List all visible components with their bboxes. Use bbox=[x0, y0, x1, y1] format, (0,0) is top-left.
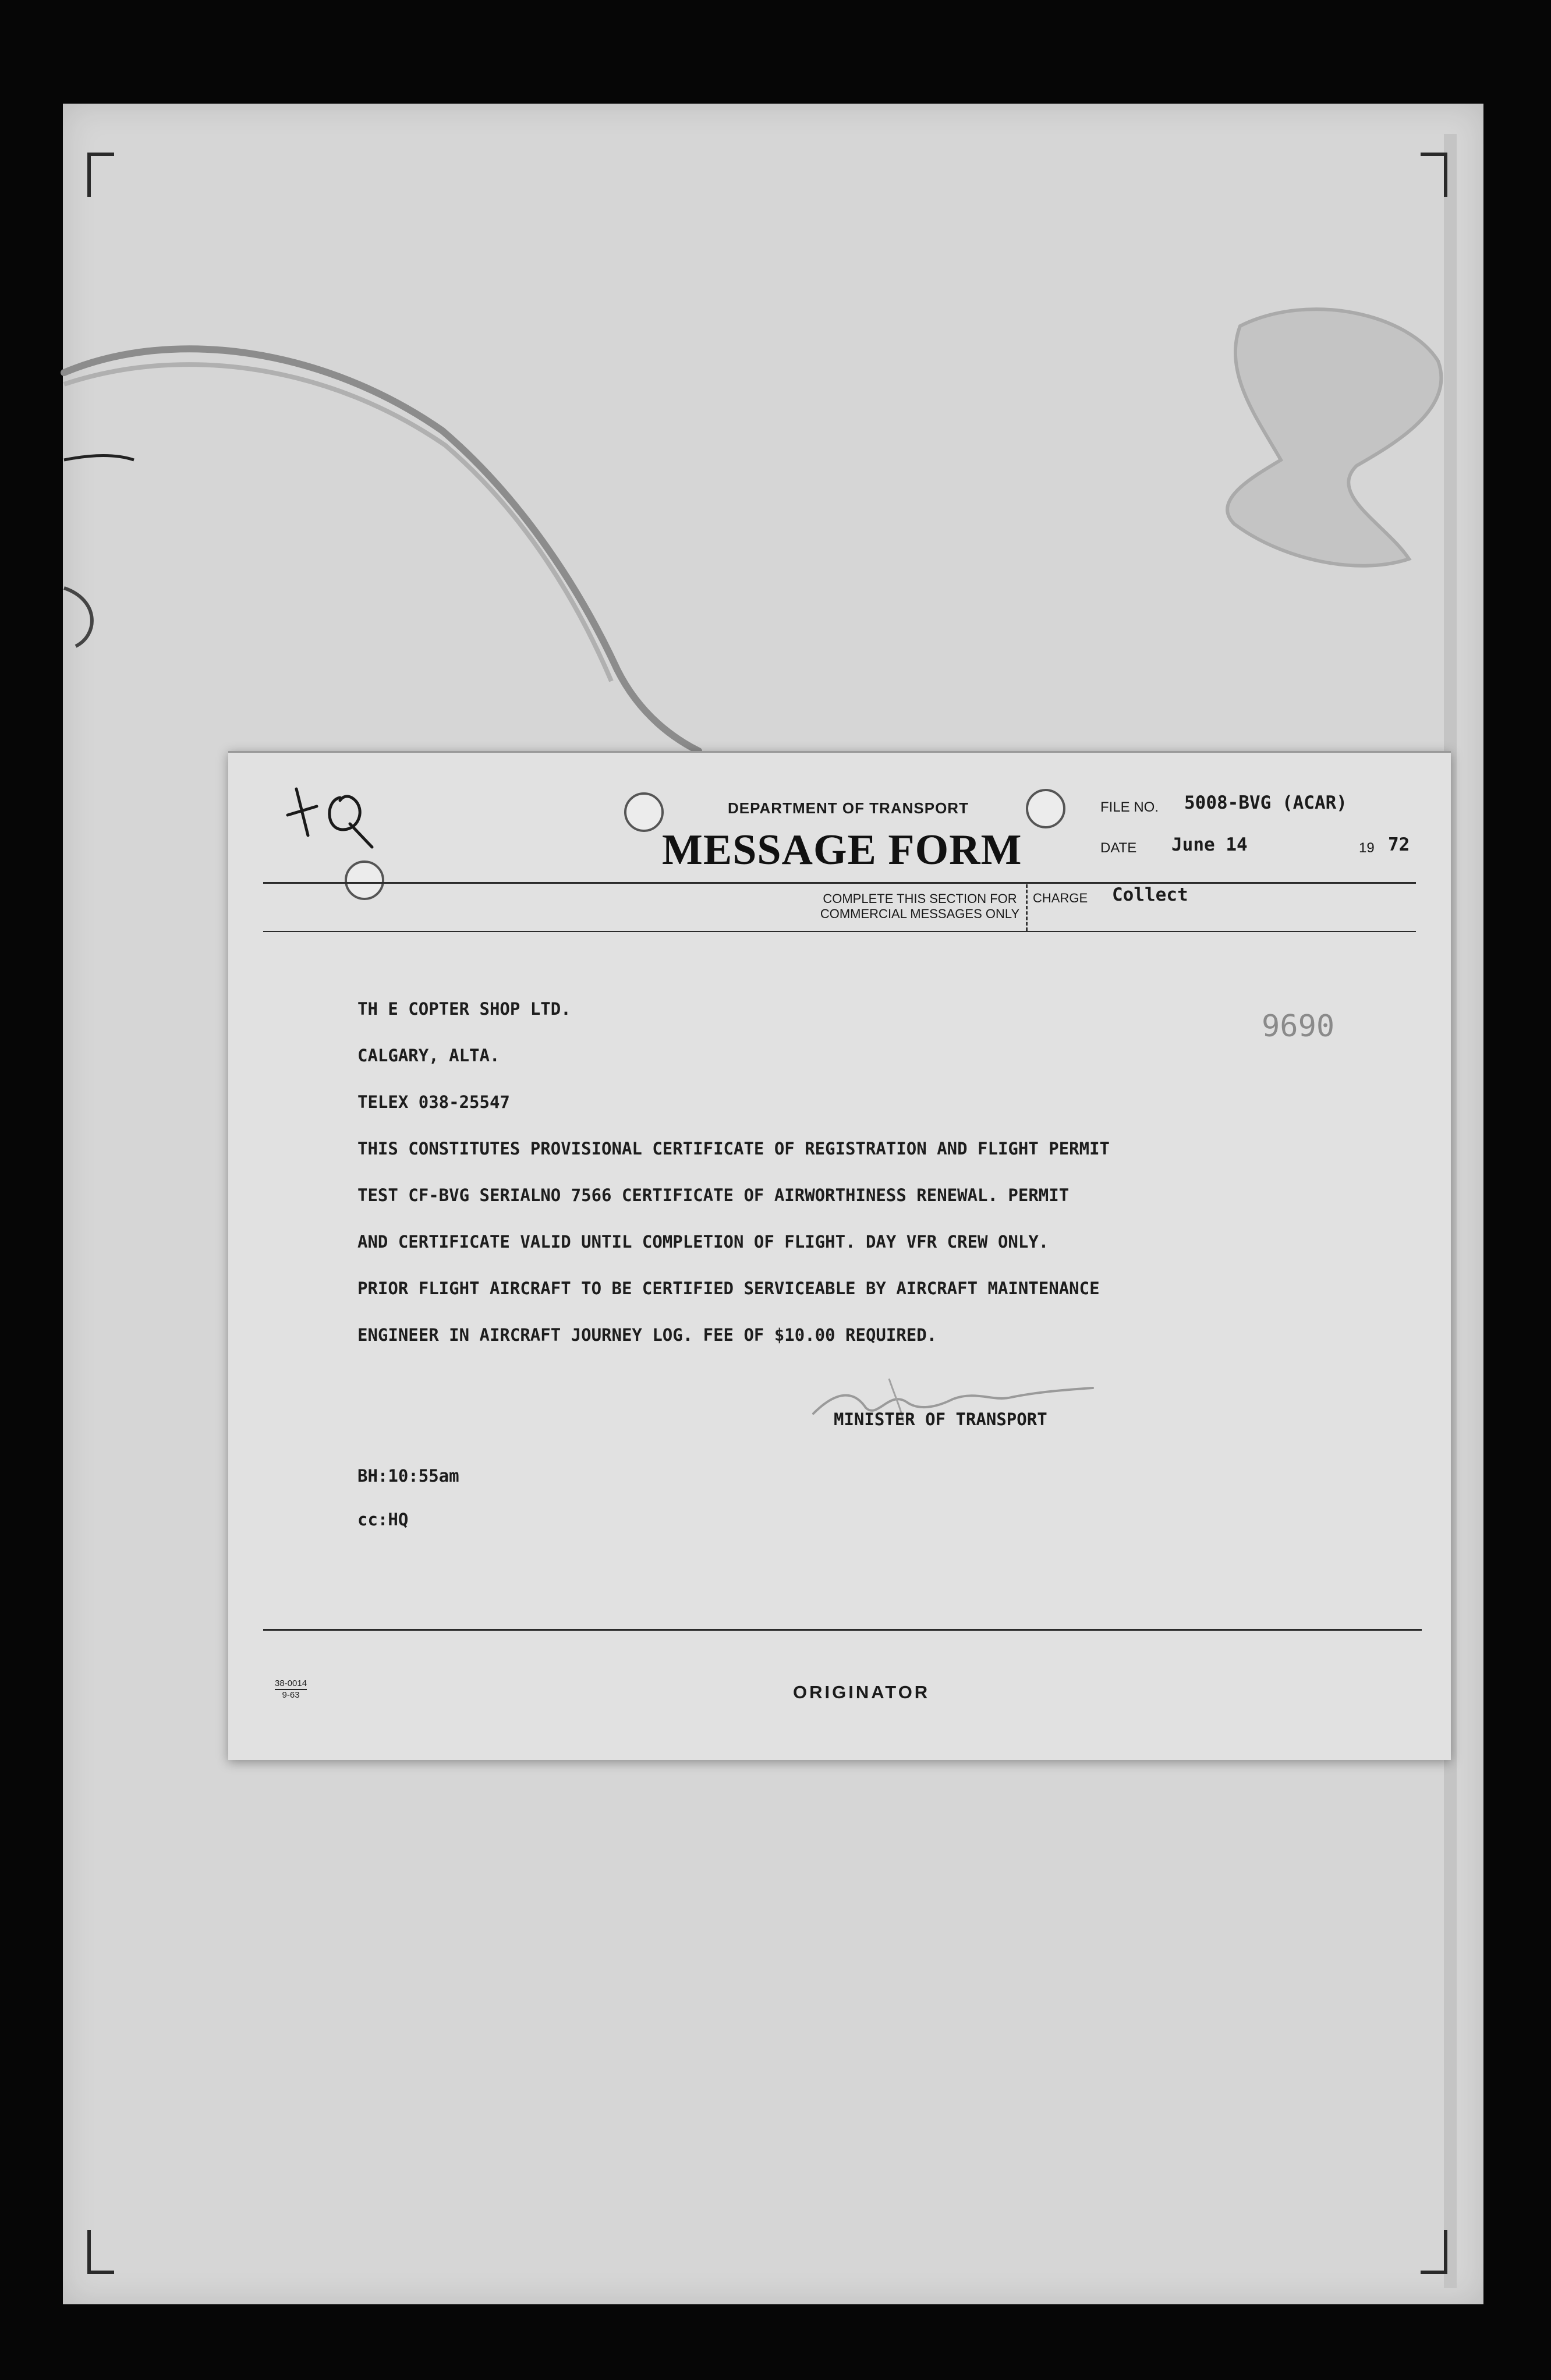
cc-line: cc:HQ bbox=[357, 1510, 409, 1529]
message-line: TELEX 038-25547 bbox=[357, 1092, 510, 1112]
commercial-section-note bbox=[763, 891, 1077, 922]
message-line: CALGARY, ALTA. bbox=[357, 1046, 500, 1065]
commercial-note-line: COMMERCIAL MESSAGES ONLY bbox=[820, 906, 1020, 921]
department-heading: DEPARTMENT OF TRANSPORT bbox=[728, 799, 969, 817]
crop-mark-top-right bbox=[1421, 153, 1447, 197]
section-rule bbox=[263, 931, 1416, 932]
punch-hole bbox=[345, 860, 384, 900]
commercial-note-line: COMPLETE THIS SECTION FOR bbox=[823, 891, 1017, 906]
crop-mark-bottom-right bbox=[1421, 2230, 1447, 2274]
file-no-value: 5008-BVG (ACAR) bbox=[1184, 792, 1347, 813]
year-prefix: 19 bbox=[1359, 840, 1375, 856]
crop-mark-top-left bbox=[87, 153, 114, 197]
crop-mark-bottom-left bbox=[87, 2230, 114, 2274]
message-line: TH E COPTER SHOP LTD. bbox=[357, 999, 571, 1019]
charge-value: Collect bbox=[1112, 884, 1188, 905]
message-line: TEST CF-BVG SERIALNO 7566 CERTIFICATE OF AIRWORTHINESS RENEWAL. PERMIT bbox=[357, 1185, 1070, 1205]
signatory: MINISTER OF TRANSPORT bbox=[834, 1409, 1047, 1429]
message-line: AND CERTIFICATE VALID UNTIL COMPLETION OF FLIGHT. DAY VFR CREW ONLY. bbox=[357, 1232, 1049, 1252]
date-label: DATE bbox=[1100, 840, 1137, 856]
stamp-number: 9690 bbox=[1262, 1009, 1335, 1044]
form-code-revision: 9-63 bbox=[282, 1690, 300, 1700]
reference-line: BH:10:55am bbox=[357, 1466, 459, 1486]
message-body bbox=[357, 986, 1110, 1358]
section-divider bbox=[1026, 884, 1028, 931]
charge-label: CHARGE bbox=[1033, 891, 1088, 905]
message-form bbox=[228, 751, 1451, 1760]
message-line: THIS CONSTITUTES PROVISIONAL CERTIFICATE OF REGISTRATION AND FLIGHT PERMIT bbox=[357, 1139, 1110, 1159]
form-code-number: 38-0014 bbox=[275, 1678, 307, 1690]
originator-label: ORIGINATOR bbox=[793, 1682, 930, 1702]
handwritten-hq-mark bbox=[285, 766, 389, 853]
form-title: MESSAGE FORM bbox=[662, 826, 1022, 874]
message-line: ENGINEER IN AIRCRAFT JOURNEY LOG. FEE OF $10.00 REQUIRED. bbox=[357, 1325, 937, 1345]
header-rule bbox=[263, 882, 1416, 884]
footer-rule bbox=[263, 1629, 1422, 1631]
message-line: PRIOR FLIGHT AIRCRAFT TO BE CERTIFIED SERVICEABLE BY AIRCRAFT MAINTENANCE bbox=[357, 1278, 1100, 1298]
year-value: 72 bbox=[1388, 834, 1410, 855]
punch-hole bbox=[1026, 789, 1065, 828]
punch-hole bbox=[624, 792, 664, 832]
date-value: June 14 bbox=[1171, 834, 1248, 855]
form-code bbox=[275, 1678, 307, 1701]
file-no-label: FILE NO. bbox=[1100, 799, 1159, 815]
